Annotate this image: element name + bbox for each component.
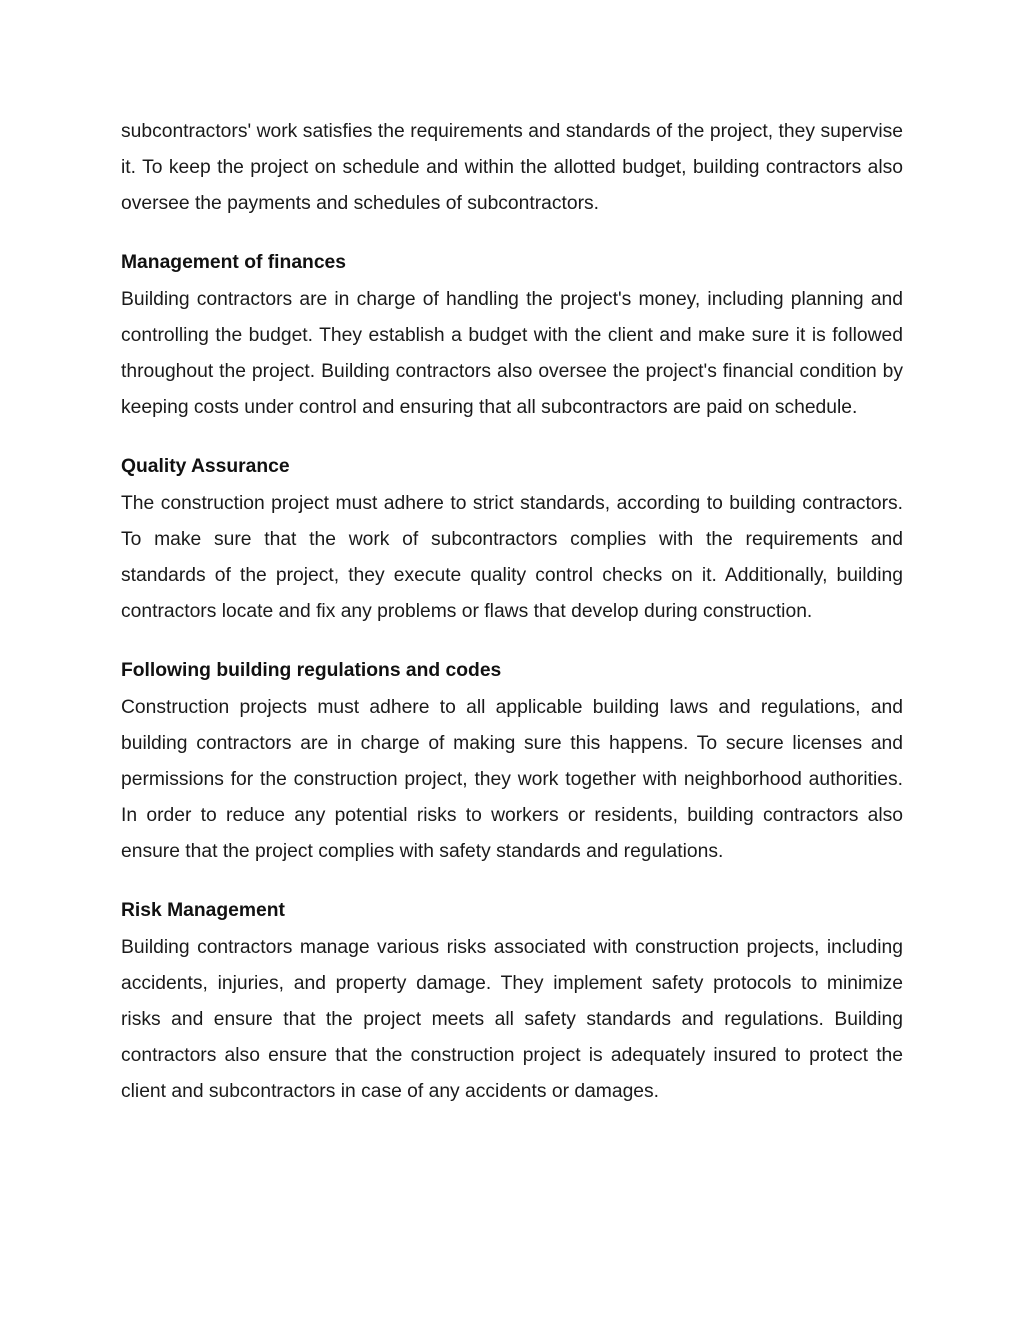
section-body: The construction project must adhere to strict standards, according to building contractors. To make sure that the work of subcontractors complies with the requirements and standards of the project, they execute quality control checks on it. Additionally, building contractors locate and fix any problems or flaws that develop during construction. xyxy=(121,492,903,622)
section-heading: Management of finances xyxy=(121,252,346,274)
section-heading: Risk Management xyxy=(121,900,285,921)
section-body: Construction projects must adhere to all applicable building laws and regulations, and building contractors are in charge of making sure this happens. To secure licenses and permissions for the construction project, they work together with neighborhood authorities. In order to reduce any potential risks to workers or residents, building contractors also ensure that the project complies with safety standards and regulations. xyxy=(121,696,903,862)
section-heading: Following building regulations and codes xyxy=(121,660,502,682)
section-risk-management xyxy=(121,893,903,1110)
section-body: Building contractors are in charge of handling the project's money, including planning and controlling the budget. They establish a budget with the client and make sure it is followed throughout the project. Building contractors also oversee the project's financial condition by keeping costs under control and ensuring that all subcontractors are paid on schedule. xyxy=(121,288,903,419)
section-body: Building contractors manage various risks associated with construction projects, including accidents, injuries, and property damage. They implement safety protocols to minimize risks and ensure that the project meets all safety standards and regulations. Building contractors also ensure that the construction project is adequately insured to protect the client and subcontractors in case of any accidents or damages. xyxy=(121,936,903,1102)
section-quality-assurance xyxy=(121,449,903,630)
section-heading: Quality Assurance xyxy=(121,456,290,478)
document-page xyxy=(121,114,903,1133)
intro-paragraph: subcontractors' work satisfies the requirements and standards of the project, they supervise it. To keep the project on schedule and within the allotted budget, building contractors also oversee the payments and schedules of subcontractors. xyxy=(121,121,903,215)
section-building-regulations xyxy=(121,653,903,870)
section-management-of-finances xyxy=(121,245,903,426)
